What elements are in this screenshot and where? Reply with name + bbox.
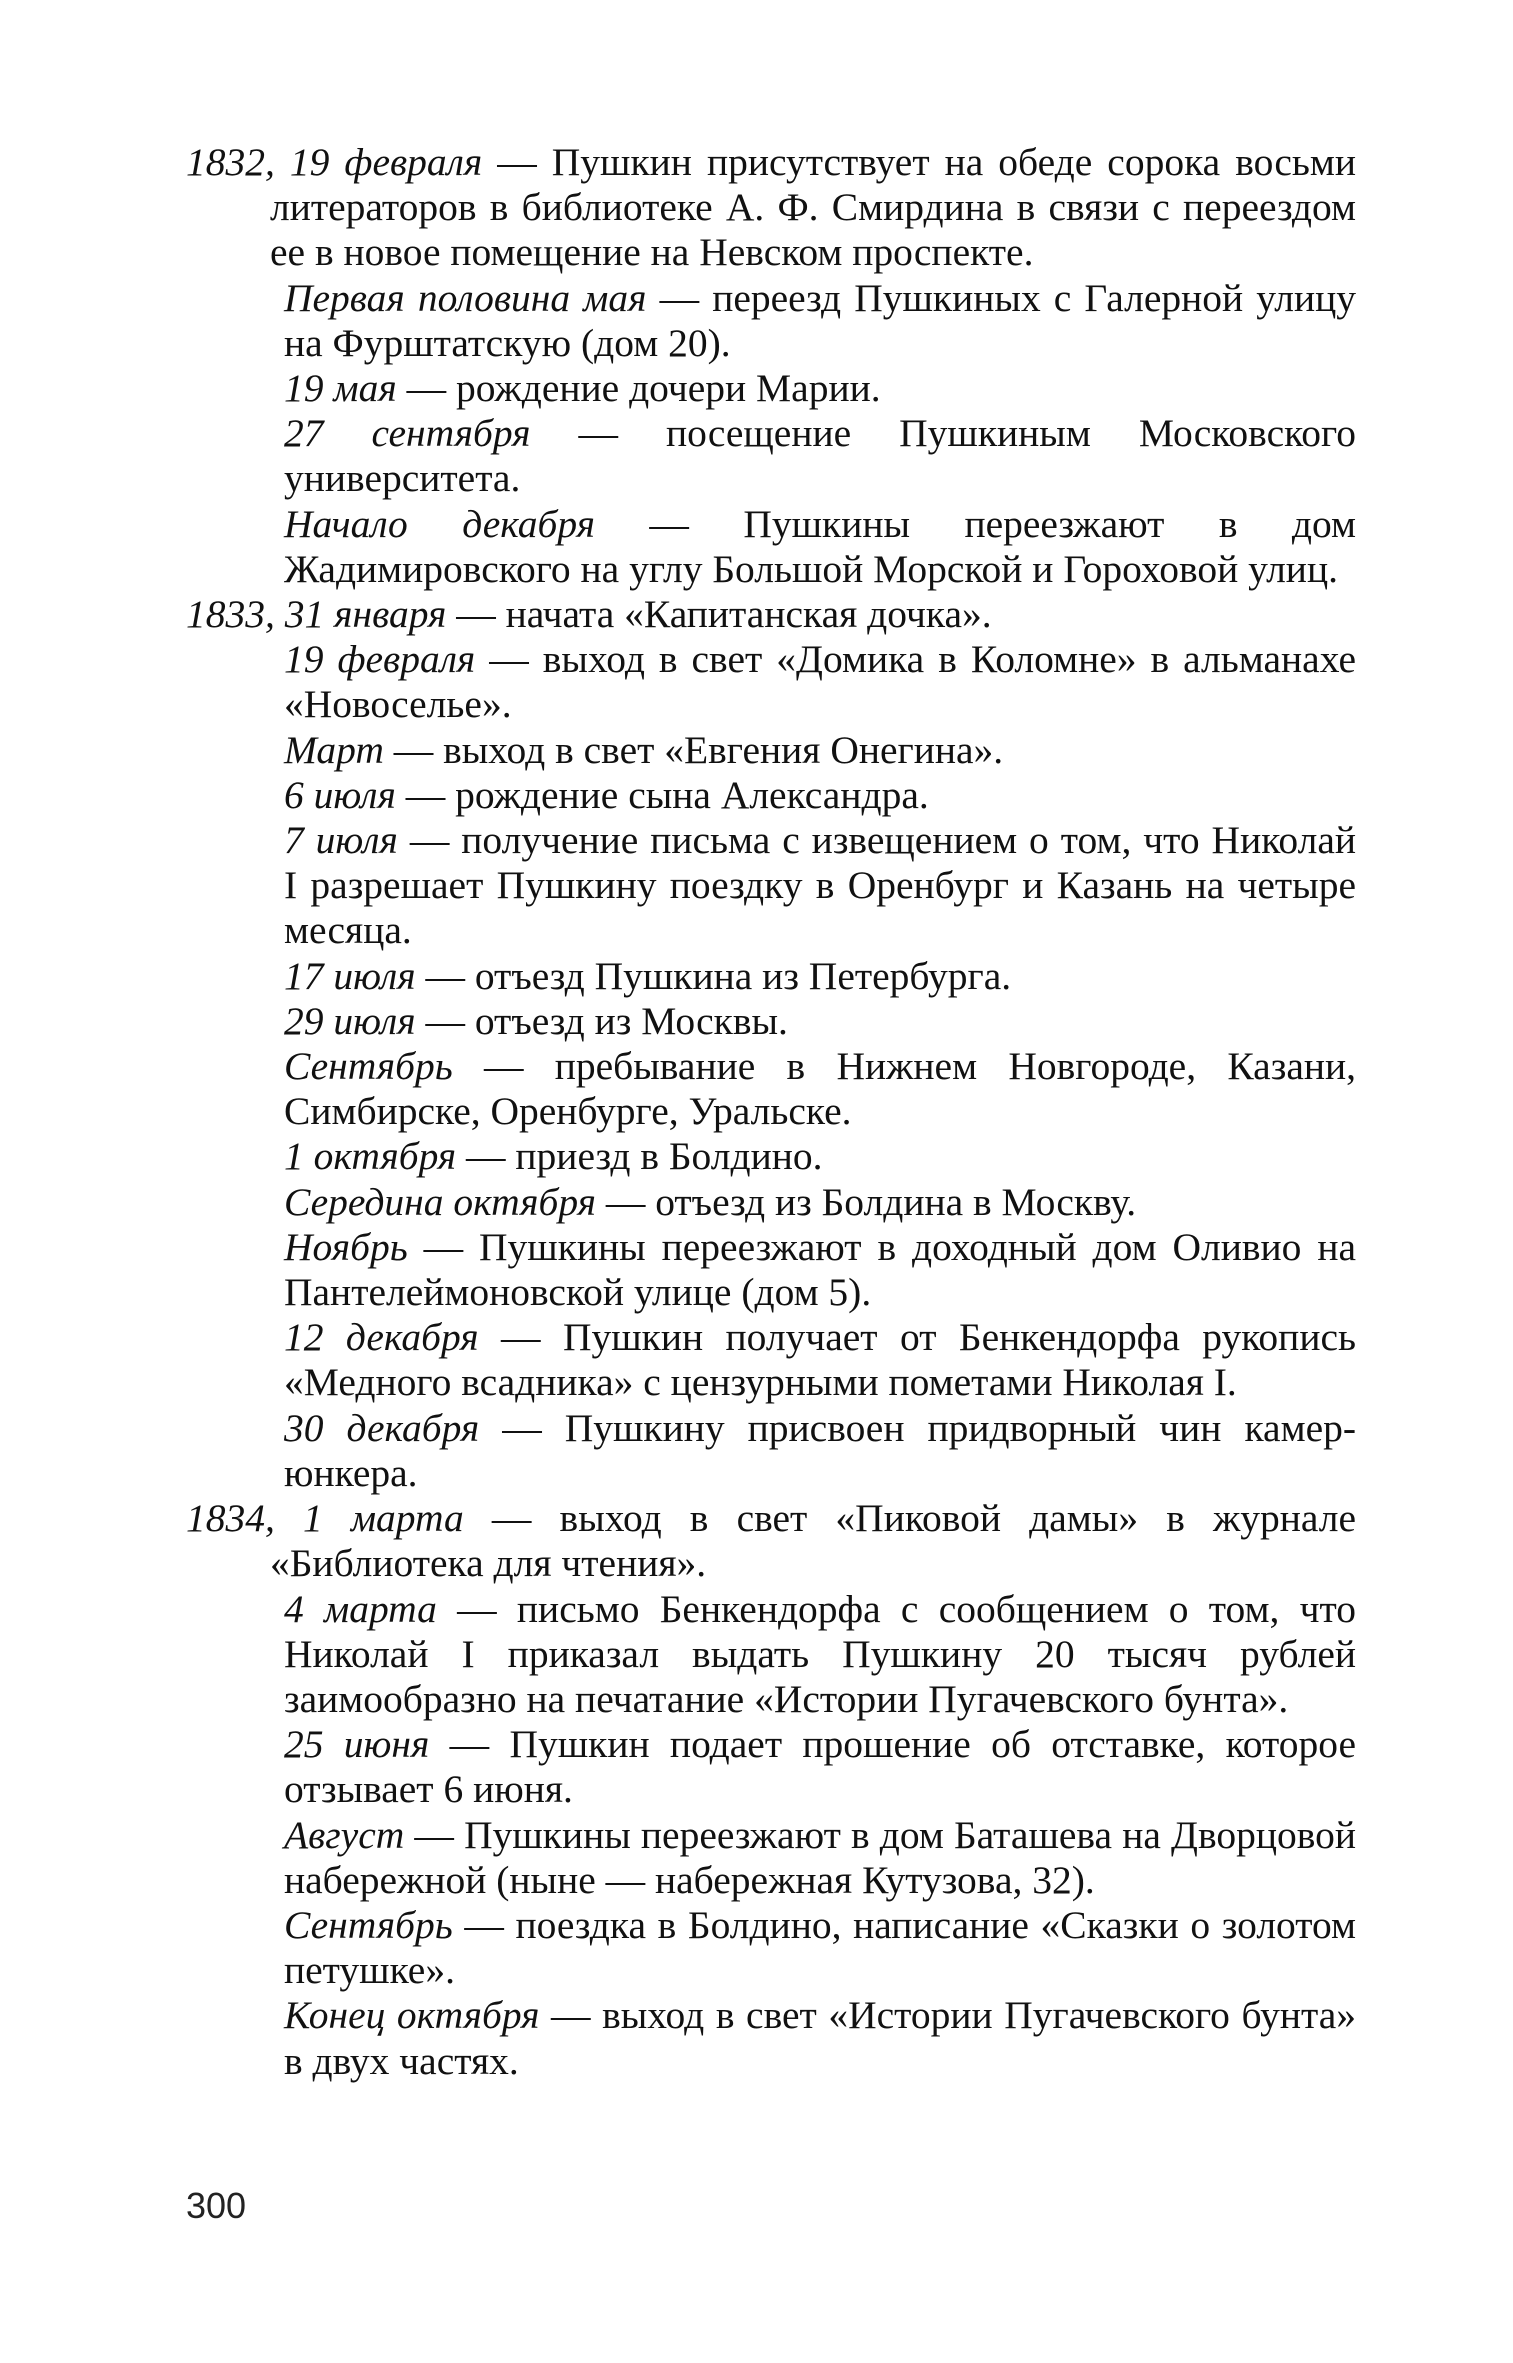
entry-text: письмо Бенкендорфа с сообщением о том, что Николай I приказал выдать Пушкину 20 тысяч рублей заимообразно на печатание «Истории Пугачевского бунта». <box>284 1586 1357 1721</box>
entry-date: Первая половина мая <box>284 275 647 320</box>
entry-dash: — <box>456 1134 516 1179</box>
chronology-entry <box>186 1722 1356 1812</box>
entry-dash: — <box>404 1812 465 1857</box>
chronology-entry <box>186 366 1356 411</box>
entry-text: начата «Капитанская дочка». <box>505 592 992 637</box>
chronology-entry <box>186 999 1356 1044</box>
entry-dash: — <box>594 501 744 546</box>
entry-dash: — <box>530 411 666 456</box>
entry-text: переезд Пушкиных с Галерной улицу на Фурштатскую (дом 20). <box>284 275 1356 365</box>
chronology-entry <box>186 773 1356 818</box>
entry-text: рождение сына Александра. <box>455 772 929 817</box>
chronology-entry <box>186 637 1356 727</box>
entry-date: 29 июля <box>284 998 416 1043</box>
entry-dash: — <box>463 1496 560 1541</box>
chronology-entry <box>186 140 1356 276</box>
entry-date: Начало декабря <box>284 501 595 546</box>
entry-date: Март <box>284 727 384 772</box>
entry-dash: — <box>595 1179 656 1224</box>
chronology-entry <box>186 502 1356 592</box>
chronology-entry <box>186 592 1356 637</box>
entry-date: Конец октября <box>284 1993 540 2038</box>
chronology-entry <box>186 1315 1356 1405</box>
entry-date: 27 сентября <box>284 411 531 456</box>
chronology-entry <box>186 1180 1356 1225</box>
entry-dash: — <box>479 1405 565 1450</box>
entry-text: Пушкины переезжают в дом Баташева на Дворцовой набережной (ныне — набережная Кутузова, 32). <box>284 1812 1356 1902</box>
entry-dash: — <box>539 1993 603 2038</box>
chronology-entry <box>186 1225 1356 1315</box>
entry-text: поездка в Болдино, написание «Сказки о золотом петушке». <box>284 1902 1357 1993</box>
entry-dash: — <box>429 1722 510 1767</box>
chronology-entry <box>186 1813 1356 1903</box>
entry-dash: — <box>482 140 552 184</box>
entry-date: 6 июля <box>284 772 396 817</box>
chronology-entry <box>186 1044 1356 1134</box>
chronology-entry <box>186 1903 1356 1993</box>
entry-text: отъезд из Москвы. <box>474 998 788 1043</box>
entry-dash: — <box>475 637 543 682</box>
entry-date: 12 декабря <box>284 1315 479 1360</box>
entry-dash: — <box>415 998 475 1043</box>
entry-dash: — <box>646 275 713 320</box>
entry-text: Пушкин получает от Бенкендорфа рукопись «Медного всадника» с цензурными пометами Николая I. <box>284 1315 1357 1405</box>
entry-date: Август <box>284 1812 405 1857</box>
entry-date: 1833, 31 января <box>186 592 447 637</box>
chronology-entry <box>186 1406 1356 1496</box>
entry-dash: — <box>407 1224 480 1269</box>
entry-date: Сентябрь <box>284 1044 453 1089</box>
entry-date: Середина октября <box>284 1179 596 1224</box>
entry-date: 17 июля <box>284 953 416 998</box>
entry-date: 1834, 1 марта <box>186 1496 464 1541</box>
entry-text: Пушкин подает прошение об отставке, которое отзывает 6 июня. <box>284 1722 1357 1812</box>
entry-text: посещение Пушкиным Московского университета. <box>284 411 1357 501</box>
entry-date: 4 марта <box>284 1586 437 1631</box>
chronology-entry <box>186 818 1356 954</box>
entry-dash: — <box>396 366 456 411</box>
chronology-entry <box>186 276 1356 366</box>
entry-dash: — <box>395 772 456 817</box>
entry-dash: — <box>452 1902 516 1947</box>
chronology-entry <box>186 728 1356 773</box>
entry-text: получение письма с извещением о том, что Николай I разрешает Пушкину поездку в Оренбург и Казань на четыре месяца. <box>284 818 1357 953</box>
entry-date: Сентябрь <box>284 1902 453 1947</box>
entry-dash: — <box>415 953 475 998</box>
chronology-entry <box>186 1587 1356 1723</box>
entry-date: 19 мая <box>284 366 397 411</box>
chronology-entry <box>186 411 1356 501</box>
entry-text: выход в свет «Евгения Онегина». <box>443 727 1004 772</box>
entry-date: 1 октября <box>284 1134 457 1179</box>
entry-dash: — <box>397 818 462 863</box>
entry-dash: — <box>436 1586 517 1631</box>
entry-dash: — <box>452 1044 555 1089</box>
entry-text: Пушкины переезжают в доходный дом Оливио на Пантелеймоновской улице (дом 5). <box>284 1224 1356 1315</box>
entry-text: приезд в Болдино. <box>515 1134 823 1179</box>
chronology-entry <box>186 1496 1356 1586</box>
entry-text: отъезд из Болдина в Москву. <box>655 1179 1137 1224</box>
entry-dash: — <box>446 592 506 637</box>
chronology-entry <box>186 1993 1356 2083</box>
entry-dash: — <box>478 1315 563 1360</box>
entry-text: Пушкину присвоен придворный чин камер-юнкера. <box>284 1405 1357 1495</box>
chronology-entry <box>186 954 1356 999</box>
chronology-entry <box>186 1134 1356 1179</box>
entry-dash: — <box>383 727 444 772</box>
entry-text: выход в свет «Пиковой дамы» в журнале «Библиотека для чтения». <box>270 1496 1357 1586</box>
entry-text: выход в свет «Истории Пугачевского бунта» в двух частях. <box>284 1993 1357 2083</box>
entry-text: Пушкин присутствует на обеде сорока восьми литераторов в библиотеке А. Ф. Смирдина в связи с переездом ее в новое помещение на Невском проспекте. <box>270 140 1357 275</box>
page-number: 300 <box>186 2185 247 2226</box>
entry-date: 1832, 19 февраля <box>186 140 483 184</box>
entry-date: 7 июля <box>284 818 398 863</box>
entry-date: Ноябрь <box>284 1224 408 1269</box>
entry-text: пребывание в Нижнем Новгороде, Казани, Симбирске, Оренбурге, Уральске. <box>284 1044 1356 1134</box>
entry-date: 19 февраля <box>284 637 476 682</box>
entry-text: выход в свет «Домика в Коломне» в альманахе «Новоселье». <box>284 637 1357 727</box>
entry-text: Пушкины переезжают в дом Жадимировского на углу Большой Морской и Гороховой улиц. <box>284 501 1356 591</box>
entry-date: 30 декабря <box>284 1405 480 1450</box>
entry-text: отъезд Пушкина из Петербурга. <box>474 953 1012 998</box>
entry-date: 25 июня <box>284 1722 430 1767</box>
entry-text: рождение дочери Марии. <box>455 366 881 411</box>
chronology-page <box>186 140 1356 2084</box>
